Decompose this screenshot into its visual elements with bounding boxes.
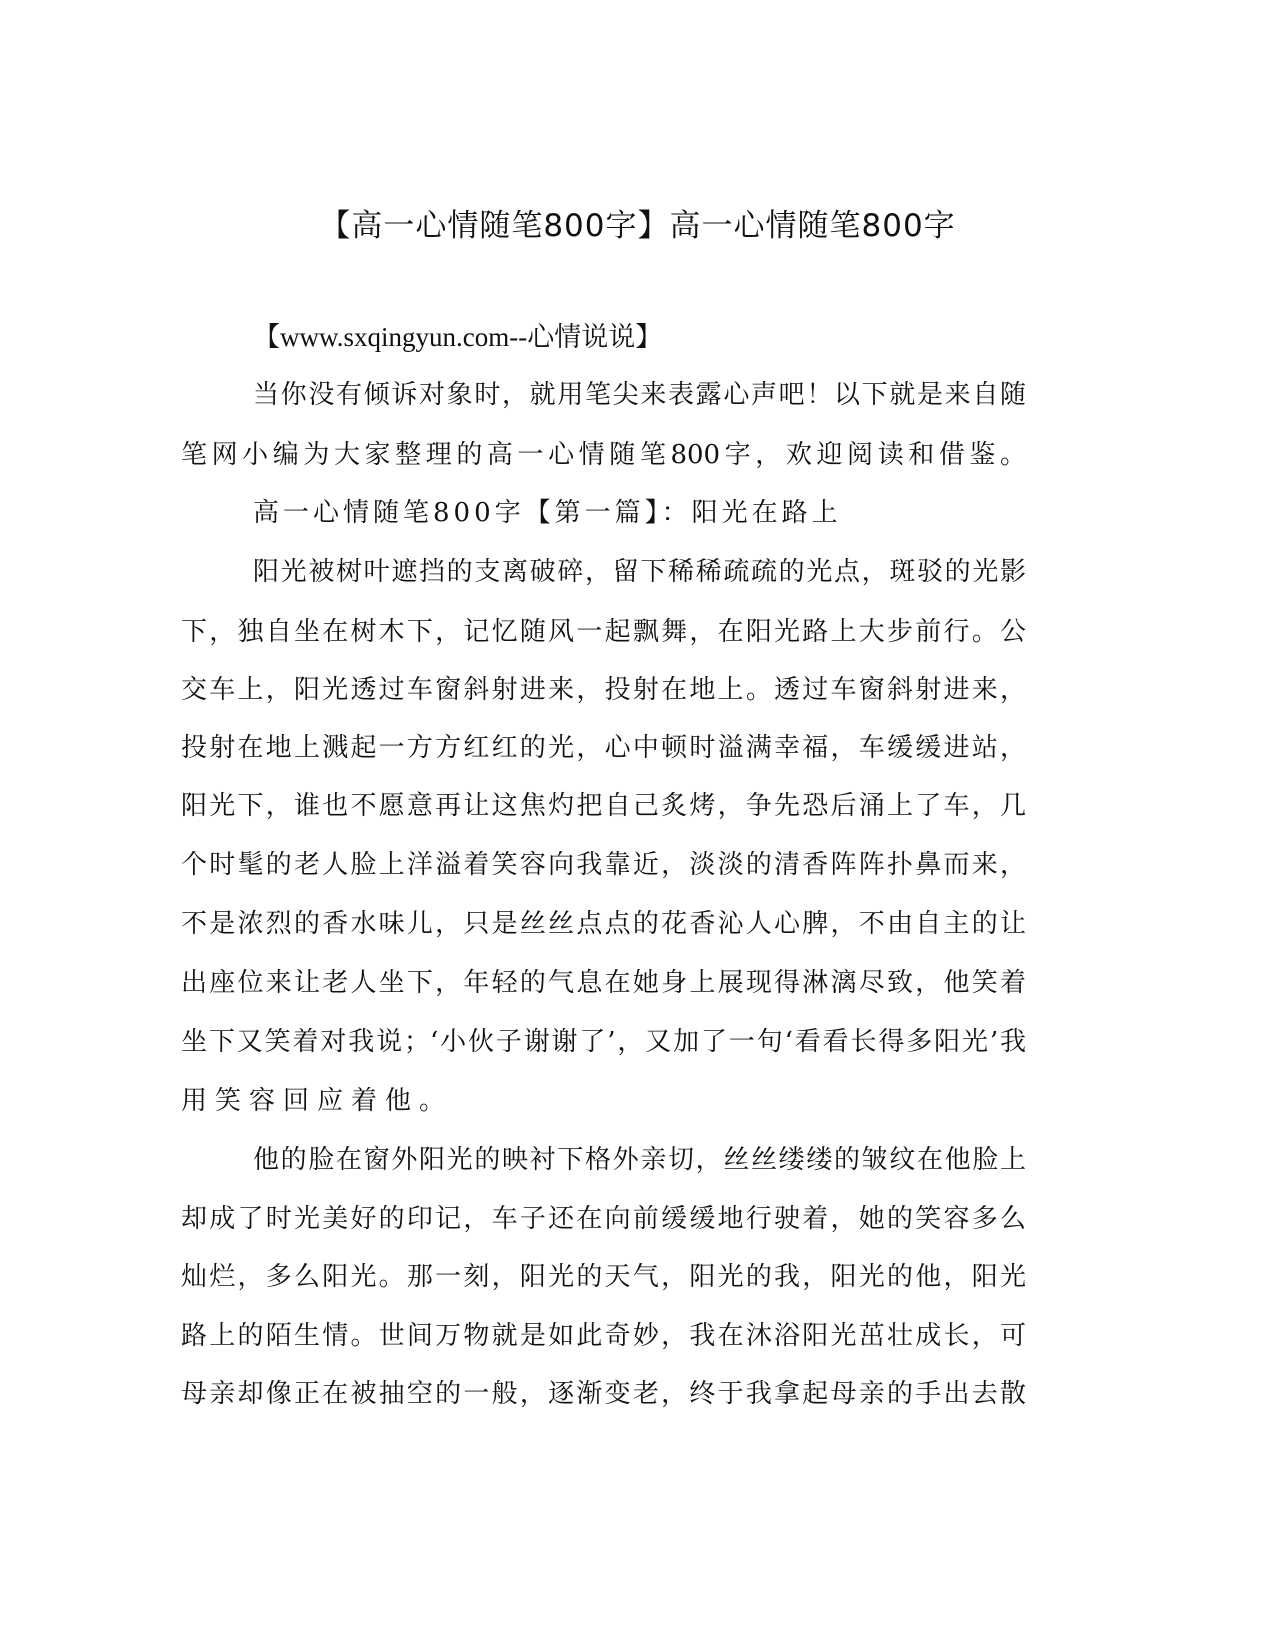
text-line: 母亲却像正在被抽空的一般，逐渐变老，终于我拿起母亲的手出去散 (181, 1379, 1026, 1409)
text-line: 不是浓烈的香水味儿，只是丝丝点点的花香沁人心脾，不由自主的让 (181, 909, 1026, 939)
text-line: 个时髦的老人脸上洋溢着笑容向我靠近，淡淡的清香阵阵扑鼻而来， (181, 850, 1026, 880)
text-line: 他的脸在窗外阳光的映衬下格外亲切，丝丝缕缕的皱纹在他脸上 (253, 1145, 1026, 1175)
text-line: 阳光被树叶遮挡的支离破碎，留下稀稀疏疏的光点，斑驳的光影 (253, 557, 1026, 587)
document-title: 【高一心情随笔800字】高一心情随笔800字 (319, 208, 956, 244)
text-line: 交车上，阳光透过车窗斜射进来，投射在地上。透过车窗斜射进来， (181, 675, 1026, 705)
source-line: 【www.sxqingyun.com--心情说说】 (253, 322, 663, 352)
text-line: 灿烂，多么阳光。那一刻，阳光的天气，阳光的我，阳光的他，阳光 (181, 1262, 1026, 1292)
text-line: 坐下又笑着对我说；‘小伙子谢谢了’，又加了一句‘看看长得多阳光’我 (181, 1027, 1026, 1057)
text-line: 笔网小编为大家整理的高一心情随笔800字，欢迎阅读和借鉴。 (181, 440, 1026, 470)
text-line: 用笑容回应着他。 (181, 1086, 454, 1116)
text-line: 路上的陌生情。世间万物就是如此奇妙，我在沐浴阳光茁壮成长，可 (181, 1321, 1026, 1351)
text-line: 阳光下，谁也不愿意再让这焦灼把自己炙烤，争先恐后涌上了车，几 (181, 791, 1026, 821)
text-line: 当你没有倾诉对象时，就用笔尖来表露心声吧！以下就是来自随 (253, 380, 1026, 410)
text-line: 出座位来让老人坐下，年轻的气息在她身上展现得淋漓尽致，他笑着 (181, 968, 1026, 998)
text-line: 投射在地上溅起一方方红红的光，心中顿时溢满幸福，车缓缓进站， (181, 733, 1026, 763)
text-line: 下，独自坐在树木下，记忆随风一起飘舞，在阳光路上大步前行。公 (181, 617, 1026, 647)
section-heading: 高一心情随笔800字【第一篇】：阳光在路上 (253, 498, 842, 528)
text-line: 却成了时光美好的印记，车子还在向前缓缓地行驶着，她的笑容多么 (181, 1204, 1026, 1234)
